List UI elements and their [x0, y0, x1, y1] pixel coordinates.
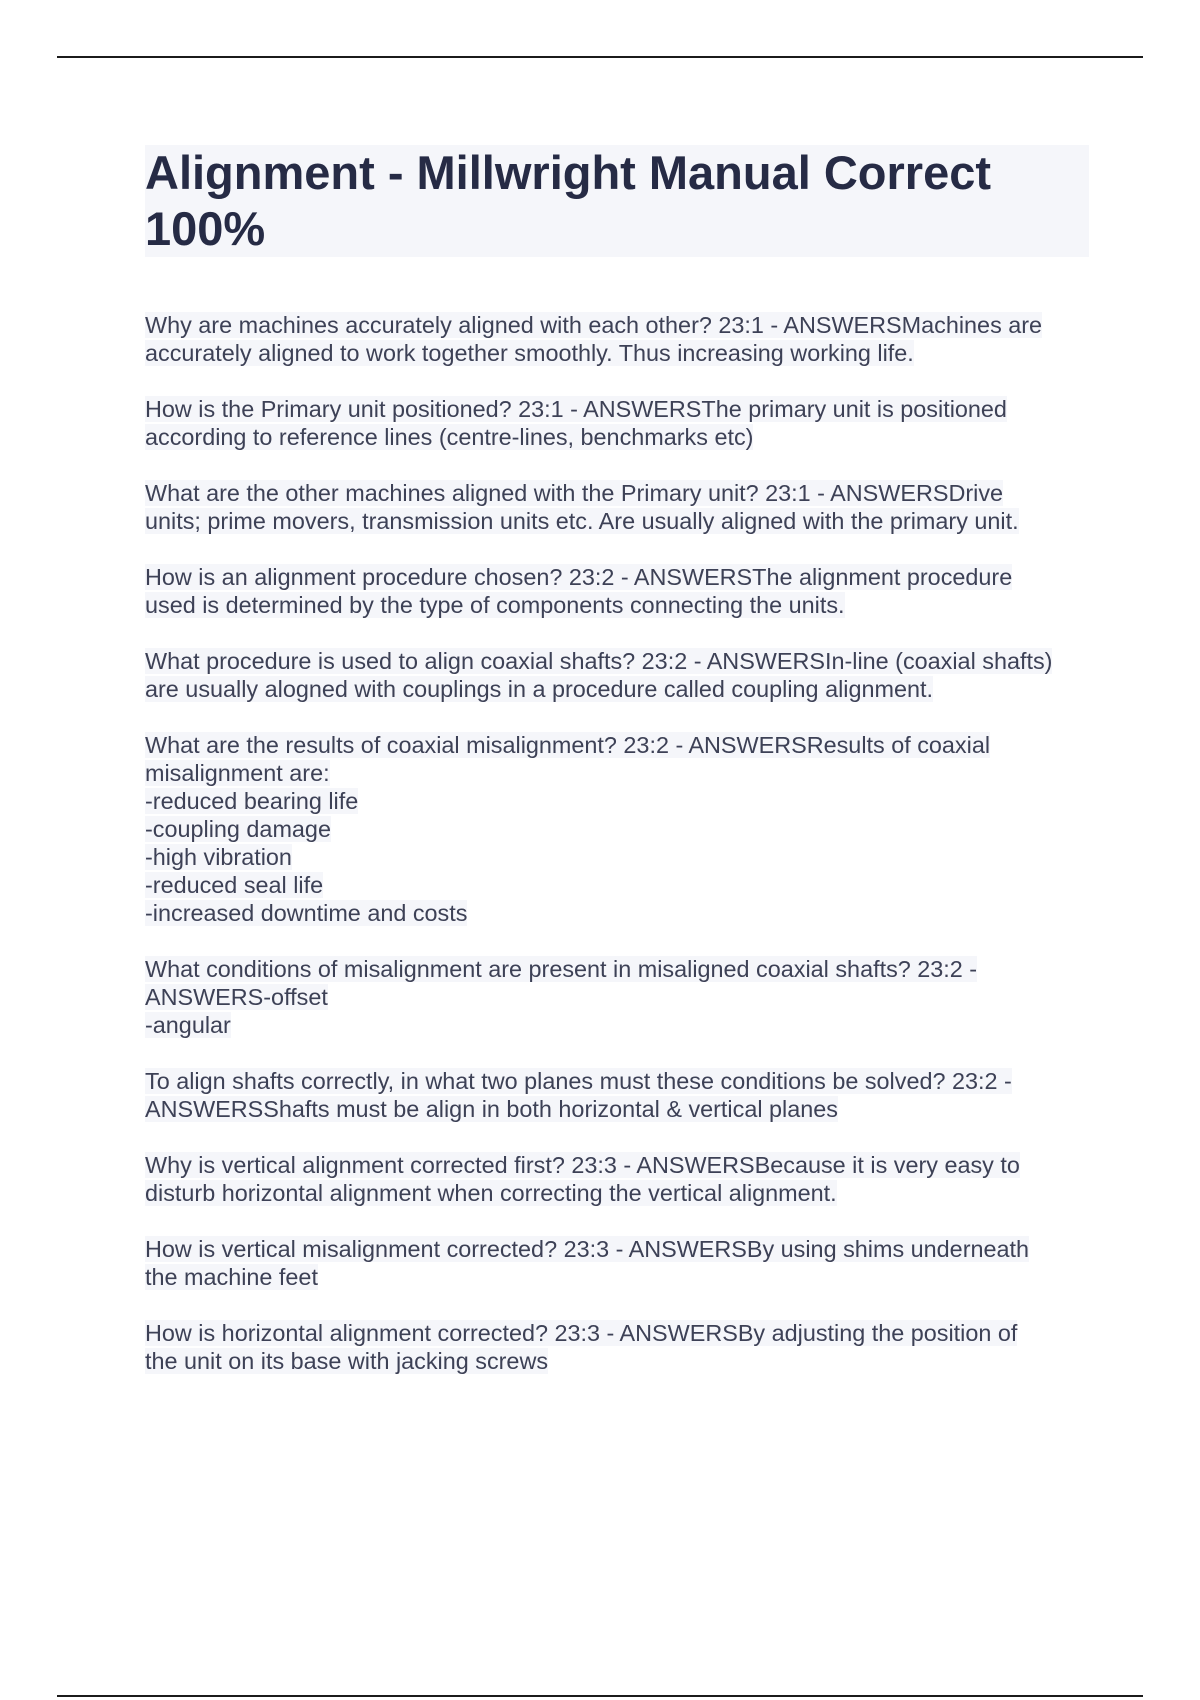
qa-line	[145, 1235, 1095, 1263]
qa-line	[145, 899, 1095, 927]
qa-line	[145, 759, 1095, 787]
qa-line	[145, 479, 1095, 507]
qa-line-text: What are the results of coaxial misalignment? 23:2 - ANSWERSResults of coaxial	[145, 732, 991, 758]
qa-line-text: What conditions of misalignment are present in misaligned coaxial shafts? 23:2 -	[145, 956, 978, 982]
qa-line	[145, 647, 1095, 675]
page-title	[145, 145, 1089, 257]
qa-line-text: How is an alignment procedure chosen? 23:2 - ANSWERSThe alignment procedure	[145, 564, 1013, 590]
qa-line-text: -reduced bearing life	[145, 788, 359, 814]
qa-line	[145, 563, 1095, 591]
qa-line	[145, 591, 1095, 619]
qa-line	[145, 1263, 1095, 1291]
qa-line	[145, 339, 1095, 367]
qa-line-text: Why are machines accurately aligned with each other? 23:1 - ANSWERSMachines are	[145, 312, 1043, 338]
qa-line-text: disturb horizontal alignment when correcting the vertical alignment.	[145, 1180, 837, 1206]
qa-line	[145, 311, 1095, 339]
qa-entry	[145, 395, 1095, 451]
qa-line	[145, 1095, 1095, 1123]
qa-line-text: -high vibration	[145, 844, 292, 870]
qa-line	[145, 1011, 1095, 1039]
qa-line-text: -angular	[145, 1012, 231, 1038]
qa-line-text: How is horizontal alignment corrected? 23:3 - ANSWERSBy adjusting the position of	[145, 1320, 1018, 1346]
qa-line-text: according to reference lines (centre-lines, benchmarks etc)	[145, 424, 754, 450]
qa-entry	[145, 955, 1095, 1039]
qa-entry	[145, 479, 1095, 535]
qa-line	[145, 843, 1095, 871]
qa-line	[145, 787, 1095, 815]
qa-line-text: How is vertical misalignment corrected? 23:3 - ANSWERSBy using shims underneath	[145, 1236, 1030, 1262]
qa-entry	[145, 1067, 1095, 1123]
qa-line	[145, 871, 1095, 899]
qa-line	[145, 1319, 1095, 1347]
qa-entry	[145, 1151, 1095, 1207]
qa-line-text: -coupling damage	[145, 816, 331, 842]
top-rule	[57, 56, 1143, 58]
qa-entry	[145, 647, 1095, 703]
qa-line	[145, 675, 1095, 703]
qa-entry	[145, 731, 1095, 927]
qa-entry	[145, 563, 1095, 619]
qa-line	[145, 815, 1095, 843]
qa-line-text: -increased downtime and costs	[145, 900, 468, 926]
qa-line	[145, 1067, 1095, 1095]
qa-line-text: ANSWERSShafts must be align in both horizontal & vertical planes	[145, 1096, 838, 1122]
qa-line	[145, 955, 1095, 983]
qa-line	[145, 1347, 1095, 1375]
qa-line-text: are usually alogned with couplings in a procedure called coupling alignment.	[145, 676, 933, 702]
qa-entry	[145, 311, 1095, 367]
qa-line-text: the machine feet	[145, 1264, 318, 1290]
qa-line-text: units; prime movers, transmission units etc. Are usually aligned with the primary unit.	[145, 508, 1019, 534]
qa-line-text: How is the Primary unit positioned? 23:1 - ANSWERSThe primary unit is positioned	[145, 396, 1007, 422]
qa-line-text: misalignment are:	[145, 760, 330, 786]
qa-line-text: accurately aligned to work together smoothly. Thus increasing working life.	[145, 340, 914, 366]
qa-entry	[145, 1319, 1095, 1375]
bottom-rule	[57, 1695, 1143, 1697]
qa-line	[145, 983, 1095, 1011]
qa-line-text: Why is vertical alignment corrected first? 23:3 - ANSWERSBecause it is very easy to	[145, 1152, 1020, 1178]
qa-line	[145, 395, 1095, 423]
qa-line-text: -reduced seal life	[145, 872, 324, 898]
qa-line-text: What are the other machines aligned with the Primary unit? 23:1 - ANSWERSDrive	[145, 480, 1004, 506]
qa-line-text: To align shafts correctly, in what two planes must these conditions be solved? 23:2 -	[145, 1068, 1012, 1094]
qa-line	[145, 1179, 1095, 1207]
qa-line	[145, 507, 1095, 535]
qa-line-text: used is determined by the type of components connecting the units.	[145, 592, 845, 618]
qa-line-text: the unit on its base with jacking screws	[145, 1348, 549, 1374]
qa-line	[145, 1151, 1095, 1179]
page-title-line: 100%	[145, 202, 266, 255]
qa-line-text: ANSWERS-offset	[145, 984, 328, 1010]
qa-list	[145, 311, 1095, 1403]
qa-line	[145, 423, 1095, 451]
qa-line	[145, 731, 1095, 759]
qa-line-text: What procedure is used to align coaxial shafts? 23:2 - ANSWERSIn-line (coaxial shafts)	[145, 648, 1053, 674]
page-title-line: Alignment - Millwright Manual Correct	[145, 146, 992, 199]
qa-entry	[145, 1235, 1095, 1291]
